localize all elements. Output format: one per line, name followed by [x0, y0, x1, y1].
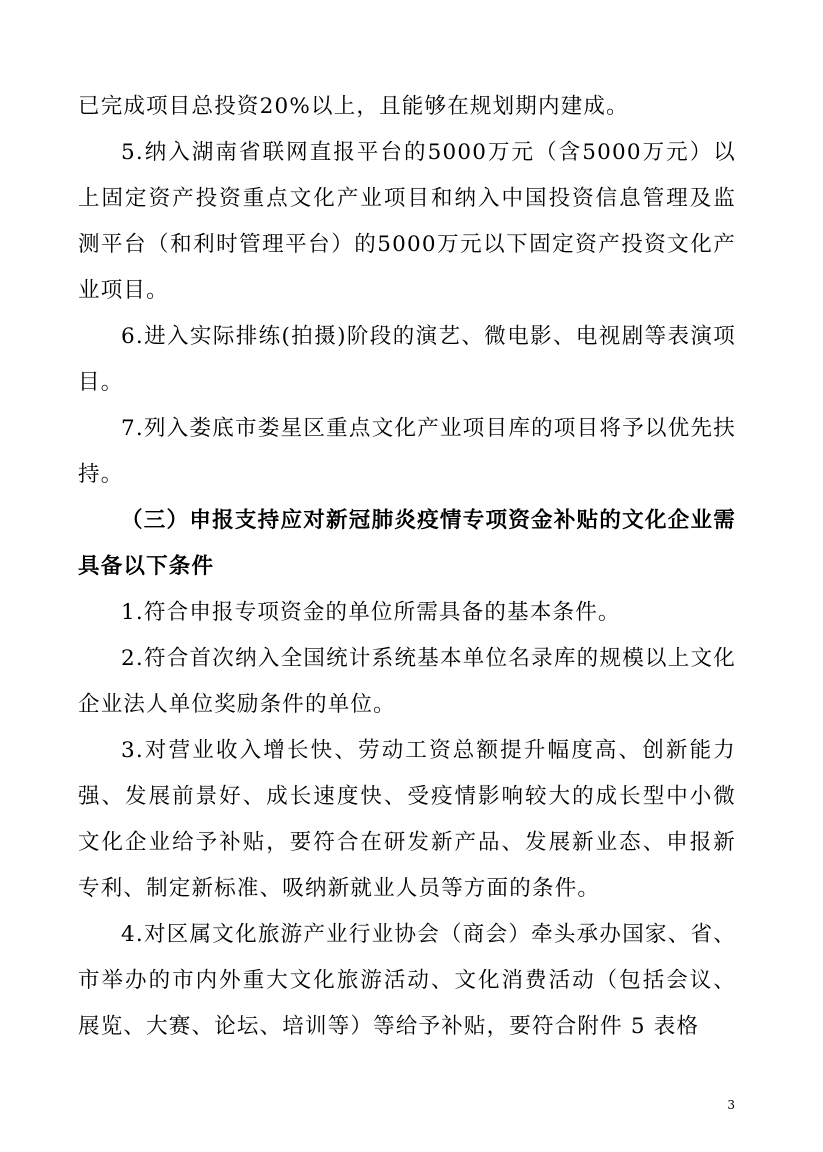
paragraph-condition-2: 2.符合首次纳入全国统计系统基本单位名录库的规模以上文化企业法人单位奖励条件的单位。: [78, 646, 736, 717]
paragraph-item-7: 7.列入娄底市娄星区重点文化产业项目库的项目将予以优先扶持。: [78, 416, 736, 487]
section-heading: （三）申报支持应对新冠肺炎疫情专项资金补贴的文化企业需具备以下条件: [78, 508, 736, 579]
paragraph-item-5: 5.纳入湖南省联网直报平台的5000万元（含5000万元）以上固定资产投资重点文化产业项目和纳入中国投资信息管理及监测平台（和利时管理平台）的5000万元以下固定资产投资文化产业项目。: [78, 140, 736, 303]
paragraph-1: 已完成项目总投资20%以上，且能够在规划期内建成。: [78, 94, 629, 119]
document-body: [78, 84, 736, 1050]
paragraph-condition-4: 4.对区属文化旅游产业行业协会（商会）牵头承办国家、省、市举办的市内外重大文化旅游活动、文化消费活动（包括会议、展览、大赛、论坛、培训等）等给予补贴，要符合附件 5 表格: [78, 922, 736, 1039]
page-number: 3: [727, 1098, 735, 1112]
paragraph-condition-1: 1.符合申报专项资金的单位所需具备的基本条件。: [121, 600, 621, 625]
paragraph-condition-3: 3.对营业收入增长快、劳动工资总额提升幅度高、创新能力强、发展前景好、成长速度快、受疫情影响较大的成长型中小微文化企业给予补贴，要符合在研发新产品、发展新业态、申报新专利、制定新标准、吸纳新就业人员等方面的条件。: [78, 738, 736, 901]
paragraph-item-6: 6.进入实际排练(拍摄)阶段的演艺、微电影、电视剧等表演项目。: [78, 324, 736, 395]
